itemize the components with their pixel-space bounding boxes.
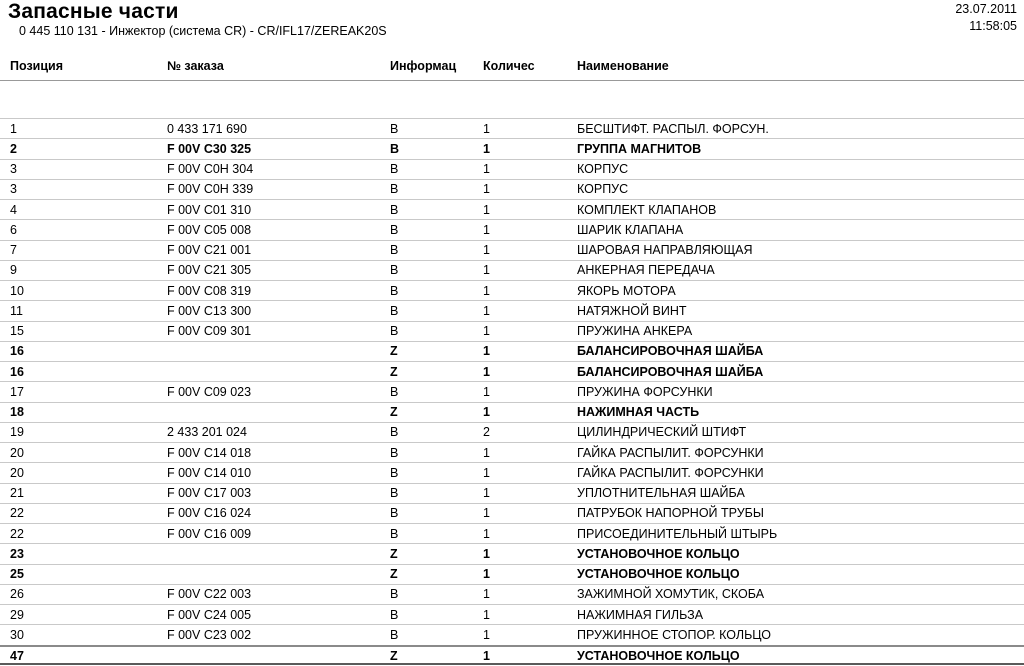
order-number-cell: F 00V C0H 304 <box>167 162 254 177</box>
table-row[interactable] <box>0 645 1024 665</box>
position-cell: 18 <box>10 405 24 420</box>
info-cell: Z <box>390 405 398 420</box>
order-number-cell: F 00V C23 002 <box>167 627 252 642</box>
name-cell: УПЛОТНИТЕЛЬНАЯ ШАЙБА <box>577 486 745 501</box>
quantity-cell: 1 <box>483 263 490 278</box>
column-header-order-number: № заказа <box>167 59 224 73</box>
info-cell: Z <box>390 344 398 359</box>
position-cell: 7 <box>10 243 17 258</box>
order-number-cell: F 00V C21 305 <box>167 263 252 278</box>
order-number-cell: F 00V C09 301 <box>167 324 252 339</box>
info-cell: B <box>390 303 399 318</box>
quantity-cell: 1 <box>483 222 490 237</box>
page-bottom-rule <box>0 663 1024 665</box>
order-number-cell: F 00V C08 319 <box>167 283 252 298</box>
table-row[interactable] <box>0 159 1024 179</box>
table-row[interactable] <box>0 118 1024 138</box>
quantity-cell: 1 <box>483 344 490 359</box>
table-header-row <box>0 0 1024 81</box>
quantity-cell: 1 <box>483 526 490 541</box>
info-cell: Z <box>390 364 398 379</box>
quantity-cell: 1 <box>483 303 490 318</box>
position-cell: 25 <box>10 567 24 582</box>
order-number-cell: F 00V C13 300 <box>167 303 252 318</box>
info-cell: B <box>390 283 399 298</box>
quantity-cell: 1 <box>483 283 490 298</box>
name-cell: ПРУЖИНА АНКЕРА <box>577 324 693 339</box>
table-row[interactable] <box>0 240 1024 260</box>
name-cell: НАЖИМНАЯ ЧАСТЬ <box>577 405 700 420</box>
table-row[interactable] <box>0 503 1024 523</box>
table-row[interactable] <box>0 483 1024 503</box>
name-cell: НАТЯЖНОЙ ВИНТ <box>577 303 687 318</box>
info-cell: Z <box>390 546 398 561</box>
table-row[interactable] <box>0 260 1024 280</box>
table-row[interactable] <box>0 564 1024 584</box>
info-cell: B <box>390 486 399 501</box>
quantity-cell: 1 <box>483 384 490 399</box>
order-number-cell: F 00V C17 003 <box>167 486 252 501</box>
table-row[interactable] <box>0 584 1024 604</box>
table-row[interactable] <box>0 462 1024 482</box>
name-cell: ЯКОРЬ МОТОРА <box>577 283 676 298</box>
quantity-cell: 1 <box>483 486 490 501</box>
name-cell: ГАЙКА РАСПЫЛИТ. ФОРСУНКИ <box>577 465 764 480</box>
quantity-cell: 1 <box>483 141 490 156</box>
info-cell: B <box>390 243 399 258</box>
table-row[interactable] <box>0 321 1024 341</box>
name-cell: ГАЙКА РАСПЫЛИТ. ФОРСУНКИ <box>577 445 764 460</box>
position-cell: 29 <box>10 607 24 622</box>
position-cell: 2 <box>10 141 17 156</box>
name-cell: ПРУЖИННОЕ СТОПОР. КОЛЬЦО <box>577 627 771 642</box>
order-number-cell: F 00V C05 008 <box>167 222 252 237</box>
info-cell: B <box>390 526 399 541</box>
info-cell: B <box>390 182 399 197</box>
quantity-cell: 1 <box>483 324 490 339</box>
position-cell: 6 <box>10 222 17 237</box>
quantity-cell: 1 <box>483 162 490 177</box>
quantity-cell: 1 <box>483 648 490 663</box>
column-header-info: Информац <box>390 59 457 73</box>
quantity-cell: 1 <box>483 546 490 561</box>
order-number-cell: F 00V C22 003 <box>167 587 252 602</box>
table-row[interactable] <box>0 341 1024 361</box>
position-cell: 17 <box>10 384 24 399</box>
position-cell: 4 <box>10 202 17 217</box>
name-cell: НАЖИМНАЯ ГИЛЬЗА <box>577 607 704 622</box>
quantity-cell: 2 <box>483 425 490 440</box>
column-header-name: Наименование <box>577 59 669 73</box>
name-cell: БЕСШТИФТ. РАСПЫЛ. ФОРСУН. <box>577 121 769 136</box>
position-cell: 19 <box>10 425 24 440</box>
name-cell: ПРУЖИНА ФОРСУНКИ <box>577 384 713 399</box>
info-cell: B <box>390 607 399 622</box>
quantity-cell: 1 <box>483 445 490 460</box>
position-cell: 20 <box>10 465 24 480</box>
info-cell: B <box>390 263 399 278</box>
position-cell: 47 <box>10 648 24 663</box>
order-number-cell: F 00V C16 024 <box>167 506 252 521</box>
order-number-cell: 0 433 171 690 <box>167 121 247 136</box>
quantity-cell: 1 <box>483 364 490 379</box>
position-cell: 9 <box>10 263 17 278</box>
quantity-cell: 1 <box>483 243 490 258</box>
info-cell: B <box>390 162 399 177</box>
order-number-cell: F 00V C14 010 <box>167 465 252 480</box>
position-cell: 3 <box>10 182 17 197</box>
position-cell: 20 <box>10 445 24 460</box>
table-row[interactable] <box>0 422 1024 442</box>
table-row[interactable] <box>0 381 1024 401</box>
order-number-cell: F 00V C16 009 <box>167 526 252 541</box>
table-row[interactable] <box>0 604 1024 624</box>
name-cell: ЦИЛИНДРИЧЕСКИЙ ШТИФТ <box>577 425 747 440</box>
position-cell: 23 <box>10 546 24 561</box>
info-cell: B <box>390 121 399 136</box>
info-cell: B <box>390 627 399 642</box>
name-cell: ШАРОВАЯ НАПРАВЛЯЮЩАЯ <box>577 243 753 258</box>
table-row[interactable] <box>0 523 1024 543</box>
position-cell: 26 <box>10 587 24 602</box>
order-number-cell: F 00V C0H 339 <box>167 182 254 197</box>
page-title: Запасные части <box>8 0 179 23</box>
part-number-subtitle: 0 445 110 131 - Инжектор (система CR) - CR/IFL17/ZEREAK20S <box>19 24 387 38</box>
name-cell: УСТАНОВОЧНОЕ КОЛЬЦО <box>577 567 740 582</box>
name-cell: БАЛАНСИРОВОЧНАЯ ШАЙБА <box>577 364 764 379</box>
name-cell: БАЛАНСИРОВОЧНАЯ ШАЙБА <box>577 344 764 359</box>
info-cell: B <box>390 324 399 339</box>
name-cell: КОРПУС <box>577 182 629 197</box>
quantity-cell: 1 <box>483 627 490 642</box>
info-cell: B <box>390 465 399 480</box>
order-number-cell: F 00V C30 325 <box>167 141 252 156</box>
table-row[interactable] <box>0 361 1024 381</box>
table-row[interactable] <box>0 442 1024 462</box>
order-number-cell: F 00V C09 023 <box>167 384 252 399</box>
order-number-cell: F 00V C24 005 <box>167 607 252 622</box>
name-cell: ПАТРУБОК НАПОРНОЙ ТРУБЫ <box>577 506 764 521</box>
position-cell: 16 <box>10 364 24 379</box>
order-number-cell: F 00V C21 001 <box>167 243 252 258</box>
quantity-cell: 1 <box>483 587 490 602</box>
position-cell: 3 <box>10 162 17 177</box>
quantity-cell: 1 <box>483 182 490 197</box>
name-cell: АНКЕРНАЯ ПЕРЕДАЧА <box>577 263 715 278</box>
order-number-cell: F 00V C14 018 <box>167 445 252 460</box>
order-number-cell: 2 433 201 024 <box>167 425 247 440</box>
table-row[interactable] <box>0 219 1024 239</box>
table-row[interactable] <box>0 280 1024 300</box>
info-cell: Z <box>390 567 398 582</box>
name-cell: ШАРИК КЛАПАНА <box>577 222 684 237</box>
name-cell: УСТАНОВОЧНОЕ КОЛЬЦО <box>577 648 740 663</box>
order-number-cell: F 00V C01 310 <box>167 202 252 217</box>
quantity-cell: 1 <box>483 121 490 136</box>
position-cell: 1 <box>10 121 17 136</box>
table-row[interactable] <box>0 199 1024 219</box>
info-cell: B <box>390 222 399 237</box>
info-cell: Z <box>390 648 398 663</box>
print-time: 11:58:05 <box>969 19 1017 33</box>
info-cell: B <box>390 141 400 156</box>
position-cell: 30 <box>10 627 24 642</box>
info-cell: B <box>390 587 399 602</box>
table-row[interactable] <box>0 543 1024 563</box>
position-cell: 21 <box>10 486 24 501</box>
column-header-position: Позиция <box>10 59 64 73</box>
table-row[interactable] <box>0 300 1024 320</box>
position-cell: 16 <box>10 344 24 359</box>
info-cell: B <box>390 445 399 460</box>
name-cell: ПРИСОЕДИНИТЕЛЬНЫЙ ШТЫРЬ <box>577 526 778 541</box>
position-cell: 22 <box>10 506 24 521</box>
table-row[interactable] <box>0 138 1024 158</box>
position-cell: 15 <box>10 324 24 339</box>
column-header-quantity: Количес <box>483 59 535 73</box>
quantity-cell: 1 <box>483 506 490 521</box>
table-body <box>0 118 1024 665</box>
info-cell: B <box>390 425 399 440</box>
quantity-cell: 1 <box>483 465 490 480</box>
name-cell: КОРПУС <box>577 162 629 177</box>
print-date: 23.07.2011 <box>955 2 1017 16</box>
table-row[interactable] <box>0 624 1024 644</box>
info-cell: B <box>390 384 399 399</box>
position-cell: 11 <box>10 303 23 318</box>
name-cell: ЗАЖИМНОЙ ХОМУТИК, СКОБА <box>577 587 765 602</box>
info-cell: B <box>390 202 399 217</box>
name-cell: ГРУППА МАГНИТОВ <box>577 141 702 156</box>
table-row[interactable] <box>0 402 1024 422</box>
position-cell: 10 <box>10 283 24 298</box>
quantity-cell: 1 <box>483 607 490 622</box>
position-cell: 22 <box>10 526 24 541</box>
quantity-cell: 1 <box>483 567 490 582</box>
name-cell: КОМПЛЕКТ КЛАПАНОВ <box>577 202 717 217</box>
quantity-cell: 1 <box>483 405 490 420</box>
table-row[interactable] <box>0 179 1024 199</box>
info-cell: B <box>390 506 399 521</box>
quantity-cell: 1 <box>483 202 490 217</box>
name-cell: УСТАНОВОЧНОЕ КОЛЬЦО <box>577 546 740 561</box>
